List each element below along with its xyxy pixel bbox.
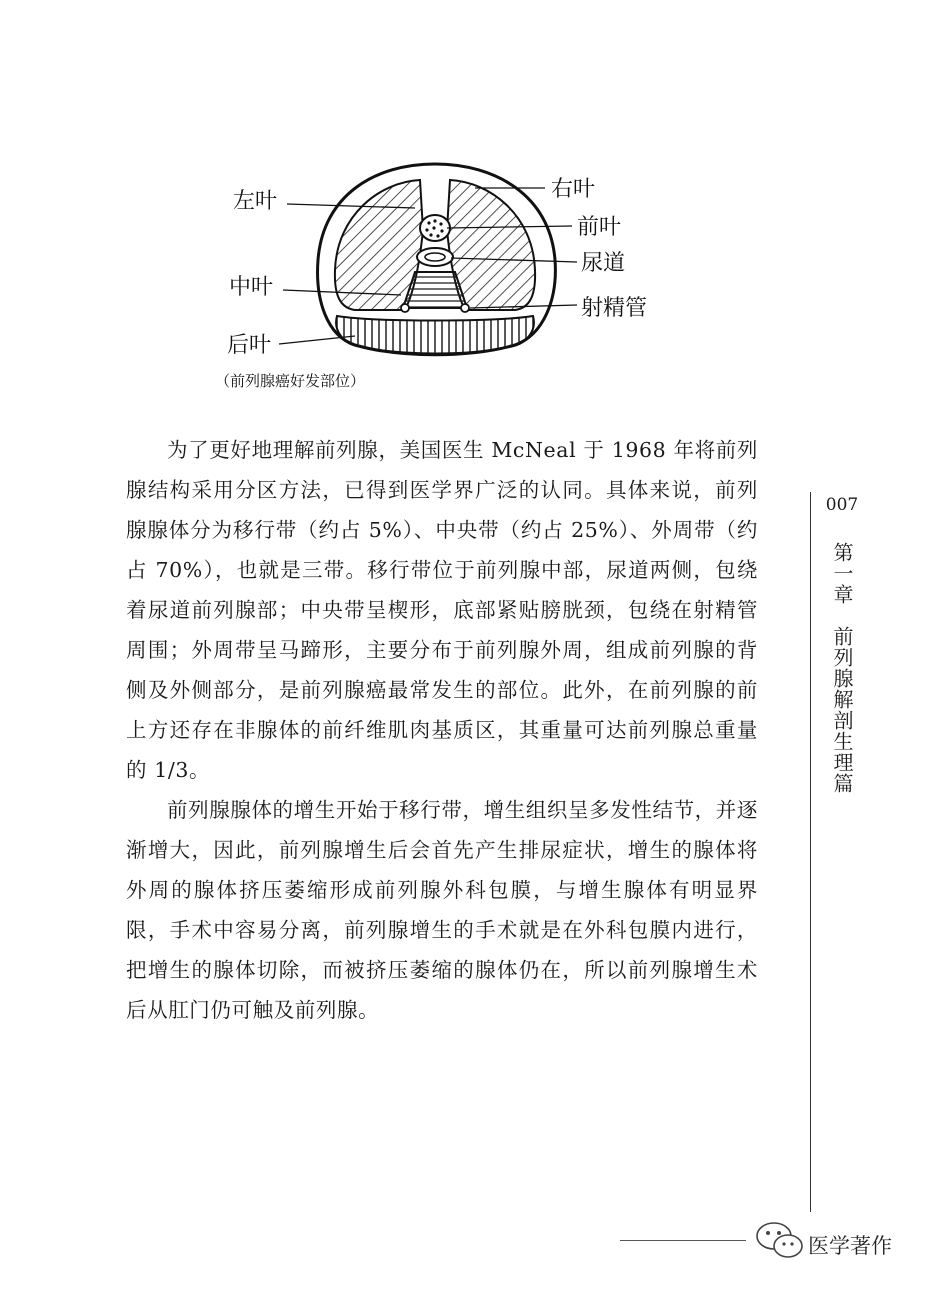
ejaculatory-duct-left — [401, 304, 409, 312]
label-right-lobe: 右叶 — [551, 177, 596, 202]
label-ejaculatory-duct: 射精管 — [581, 296, 648, 321]
paragraph-2: 前列腺腺体的增生开始于移行带，增生组织呈多发性结节，并逐渐增大，因此，前列腺增生后会首先产生排尿症状，增生的腺体将外周的腺体挤压萎缩形成前列腺外科包膜，与增生腺体有明显界限，手术中容易分离，前列腺增生的手术就是在外科包膜内进行，把增生的腺体切除，而被挤压萎缩的腺体仍在，所以前列腺增生术后从肛门仍可触及前列腺。 — [126, 798, 758, 1022]
prostate-cross-section-svg — [215, 160, 685, 400]
middle-lobe — [403, 272, 467, 308]
label-posterior-lobe: 后叶 — [227, 333, 272, 358]
page-number: 007 — [825, 495, 859, 515]
label-left-lobe: 左叶 — [233, 189, 278, 214]
ejaculatory-duct-right — [461, 304, 469, 312]
label-anterior-lobe: 前叶 — [577, 215, 622, 240]
prostate-diagram — [215, 160, 685, 400]
label-urethra: 尿道 — [581, 251, 626, 276]
wechat-icon — [752, 1214, 812, 1264]
footer-rule — [620, 1240, 746, 1241]
body-text — [126, 430, 758, 1030]
posterior-lobe — [336, 316, 534, 354]
chapter-title: 第一章 前列腺解剖生理篇 — [830, 542, 854, 794]
sidebar-divider — [810, 492, 811, 1212]
label-middle-lobe: 中叶 — [229, 275, 274, 300]
paragraph-1: 为了更好地理解前列腺，美国医生 McNeal 于 1968 年将前列腺结构采用分区方法，已得到医学界广泛的认同。具体来说，前列腺腺体分为移行带（约占 5%）、中央带（约占 25%）、外周带（约占 70%），也就是三带。移行带位于前列腺中部，尿道两侧，包绕着尿道前列腺部；中央带呈楔形，底部紧贴膀胱颈，包绕在射精管周围；外周带呈马蹄形，主要分布于前列腺外周，组成前列腺的背侧及外侧部分，是前列腺癌最常发生的部位。此外，在前列腺的前上方还存在非腺体的前纤维肌肉基质区，其重量可达前列腺总重量的 1/3。 — [126, 438, 758, 782]
figure-caption: （前列腺癌好发部位） — [215, 372, 366, 390]
watermark-text: 医学著作 — [808, 1234, 892, 1258]
